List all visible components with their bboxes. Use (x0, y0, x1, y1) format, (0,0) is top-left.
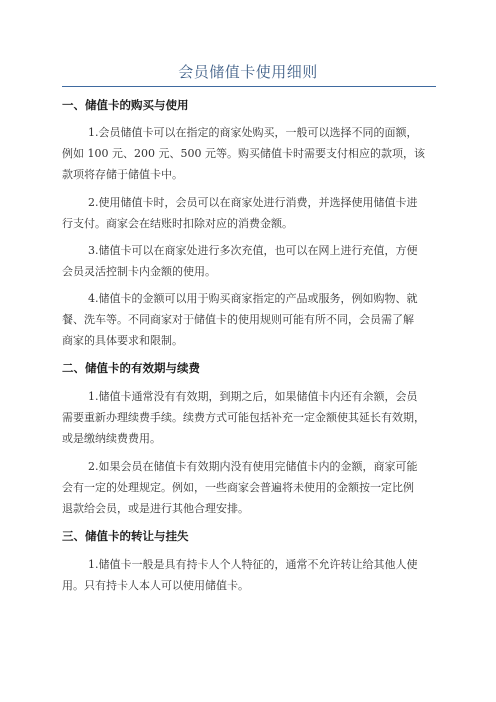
section-heading-validity-renewal: 二、储值卡的有效期与续费 (62, 361, 200, 375)
section-heading-transfer-loss: 三、储值卡的转让与挂失 (62, 529, 189, 543)
paragraph (62, 192, 442, 234)
paragraph-line: 行支付。商家会在结账时扣除对应的消费金额。 (62, 217, 293, 230)
paragraph (62, 240, 442, 282)
paragraph-line: 例如 100 元、200 元、500 元等。购买储值卡时需要支付相应的款项，该 (62, 147, 425, 160)
paragraph-line: 1.储值卡通常没有有效期，到期之后，如果储值卡内还有余额，会员 (88, 390, 418, 403)
paragraph-line: 2.如果会员在储值卡有效期内没有使用完储值卡内的金额，商家可能 (88, 460, 418, 473)
paragraph-line: 退款给会员，或是进行其他合理安排。 (62, 502, 249, 515)
paragraph-line: 商家的具体要求和限制。 (62, 334, 183, 347)
paragraph-line: 1.会员储值卡可以在指定的商家处购买，一般可以选择不同的面额， (88, 126, 418, 139)
section-heading-purchase-use: 一、储值卡的购买与使用 (62, 98, 189, 112)
paragraph-line: 2.使用储值卡时，会员可以在商家处进行消费，并选择使用储值卡进 (88, 196, 418, 209)
paragraph-line: 会有一定的处理规定。例如，一些商家会普遍将未使用的金额按一定比例 (62, 481, 414, 494)
paragraph-line: 需要重新办理续费手续。续费方式可能包括补充一定金额使其延长有效期， (62, 411, 425, 424)
paragraph-line: 用。只有持卡人本人可以使用储值卡。 (62, 579, 249, 592)
paragraph-line: 1.储值卡一般是具有持卡人个人特征的，通常不允许转让给其他人使 (88, 558, 418, 571)
paragraph (62, 456, 442, 519)
paragraph-line: 餐、洗车等。不同商家对于储值卡的使用规则可能有所不同，会员需了解 (62, 313, 414, 326)
paragraph-line: 3.储值卡可以在商家处进行多次充值，也可以在网上进行充值，方便 (88, 244, 418, 257)
paragraph (62, 288, 442, 351)
document-title: 会员储值卡使用细则 (178, 63, 318, 81)
paragraph (62, 386, 442, 449)
paragraph (62, 122, 442, 185)
paragraph-line: 或是缴纳续费费用。 (62, 432, 161, 445)
title-divider (62, 86, 436, 87)
paragraph-line: 款项将存储于储值卡中。 (62, 168, 183, 181)
paragraph-line: 会员灵活控制卡内金额的使用。 (62, 265, 216, 278)
paragraph (62, 554, 442, 596)
paragraph-line: 4.储值卡的金额可以用于购买商家指定的产品或服务，例如购物、就 (88, 292, 418, 305)
